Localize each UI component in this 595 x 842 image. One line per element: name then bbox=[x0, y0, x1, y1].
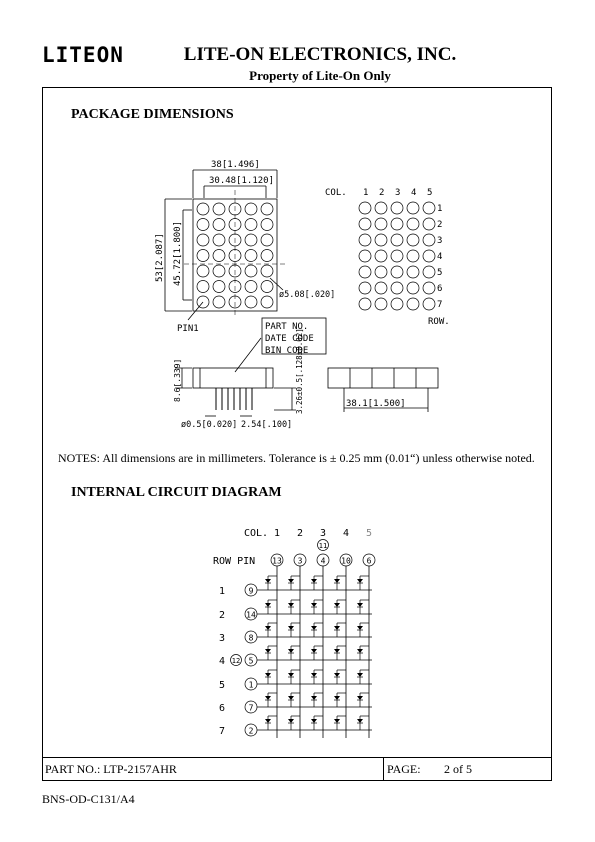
led-diode-icon bbox=[334, 576, 346, 590]
led-diode-icon bbox=[311, 716, 323, 730]
led-diode-icon bbox=[357, 646, 369, 660]
dim-width-inner: 30.48[1.120] bbox=[209, 176, 275, 186]
property-notice: Property of Lite-On Only bbox=[249, 68, 391, 83]
led-diode-icon bbox=[288, 623, 300, 637]
col-pin-number: 13 bbox=[272, 556, 282, 566]
row-number: 2 bbox=[437, 220, 443, 230]
led-diode-icon bbox=[357, 716, 369, 730]
column-number: 5 bbox=[427, 188, 433, 198]
led-diode-icon bbox=[311, 600, 323, 614]
led-diode-icon bbox=[311, 646, 323, 660]
row-number: 3 bbox=[437, 236, 443, 246]
row-pin-number: 1 bbox=[248, 680, 254, 690]
led-diode-icon bbox=[334, 600, 346, 614]
led-diode-icon bbox=[311, 576, 323, 590]
led-diode-icon bbox=[288, 693, 300, 707]
extra-col-pin: 11 bbox=[318, 542, 328, 550]
label-box-line-3: BIN CODE bbox=[265, 346, 309, 356]
logo-text: LITEON bbox=[42, 43, 124, 66]
circuit-col-number: 2 bbox=[297, 528, 304, 539]
dim-dot-diameter: ø5.08[.020] bbox=[279, 290, 336, 300]
col-pin-number: 6 bbox=[366, 556, 372, 566]
row-number: 5 bbox=[437, 268, 443, 278]
led-diode-icon bbox=[265, 716, 277, 730]
circuit-row-number: 5 bbox=[219, 680, 226, 691]
led-diode-icon bbox=[334, 693, 346, 707]
row-number: 6 bbox=[437, 284, 443, 294]
column-number: 2 bbox=[379, 188, 385, 198]
page-label: PAGE: bbox=[387, 762, 421, 776]
circuit-row-number: 3 bbox=[219, 633, 226, 644]
led-diode-icon bbox=[288, 600, 300, 614]
circuit-row-number: 1 bbox=[219, 586, 226, 597]
row-pin-number: 9 bbox=[248, 586, 254, 596]
col-pin-number: 4 bbox=[320, 556, 326, 566]
dim-width-outer: 38[1.496] bbox=[211, 160, 260, 170]
notes: NOTES: All dimensions are in millimeters. Tolerance is ± 0.25 mm (0.01“) unless otherwise noted. bbox=[58, 451, 535, 465]
circuit-col-number: 3 bbox=[320, 528, 327, 539]
dim-height-outer: 53[2.087] bbox=[155, 233, 165, 282]
document-code: BNS-OD-C131/A4 bbox=[42, 792, 135, 806]
label-box-line-1: PART NO. bbox=[265, 322, 309, 332]
circuit-diagram-title: INTERNAL CIRCUIT DIAGRAM bbox=[71, 485, 282, 500]
circuit-grid bbox=[257, 566, 372, 738]
led-diode-icon bbox=[265, 576, 277, 590]
col-label: COL. bbox=[325, 188, 347, 198]
row-number: 1 bbox=[437, 204, 443, 214]
led-diode-icon bbox=[265, 646, 277, 660]
led-diode-icon bbox=[311, 693, 323, 707]
circuit-col-number: 4 bbox=[343, 528, 350, 539]
extra-row-pin: 12 bbox=[231, 657, 241, 665]
led-diode-icon bbox=[288, 716, 300, 730]
package-dimensions-title: PACKAGE DIMENSIONS bbox=[71, 107, 234, 122]
row-pin-number: 7 bbox=[248, 703, 254, 713]
row-pin-number: 2 bbox=[248, 726, 254, 736]
pin1-label: PIN1 bbox=[177, 324, 199, 334]
company-name: LITE-ON ELECTRONICS, INC. bbox=[183, 44, 457, 65]
led-diode-icon bbox=[265, 623, 277, 637]
dim-height-inner: 45.72[1.800] bbox=[173, 220, 183, 286]
circuit-row-number: 4 bbox=[219, 656, 226, 667]
led-diode-icon bbox=[334, 646, 346, 660]
led-diode-icon bbox=[288, 576, 300, 590]
led-diode-icon bbox=[288, 646, 300, 660]
circuit-col-label: COL. bbox=[244, 528, 269, 539]
page-number: 2 of 5 bbox=[444, 762, 472, 776]
led-diode-icon bbox=[334, 716, 346, 730]
dim-pin-length: 3.26±0.5[.128±0.02] bbox=[295, 328, 304, 414]
label-box-line-2: DATE CODE bbox=[265, 334, 314, 344]
circuit-col-number: 5 bbox=[366, 528, 373, 539]
led-diode-icon bbox=[357, 576, 369, 590]
led-diode-icon bbox=[334, 623, 346, 637]
dim-pin-width: ø0.5[0.020] bbox=[181, 420, 238, 430]
dim-pin-row: 38.1[1.500] bbox=[346, 399, 406, 409]
part-number: PART NO.: LTP-2157AHR bbox=[45, 762, 177, 776]
row-pin-number: 5 bbox=[248, 656, 254, 666]
led-diode-icon bbox=[311, 670, 323, 684]
circuit-row-number: 7 bbox=[219, 726, 226, 737]
column-number: 3 bbox=[395, 188, 401, 198]
led-diode-icon bbox=[265, 600, 277, 614]
dim-thickness: 8.6[.339] bbox=[173, 358, 182, 402]
led-diode-icon bbox=[357, 623, 369, 637]
column-number: 1 bbox=[363, 188, 369, 198]
row-number: 7 bbox=[437, 300, 443, 310]
led-diode-icon bbox=[311, 623, 323, 637]
led-diode-icon bbox=[265, 693, 277, 707]
led-diode-icon bbox=[357, 670, 369, 684]
circuit-col-number: 1 bbox=[274, 528, 281, 539]
circuit-row-number: 2 bbox=[219, 610, 226, 621]
row-pin-number: 14 bbox=[246, 610, 256, 620]
led-diode-icon bbox=[357, 600, 369, 614]
led-diode-icon bbox=[357, 693, 369, 707]
dim-pin-pitch: 2.54[.100] bbox=[241, 420, 293, 430]
led-diode-icon bbox=[265, 670, 277, 684]
led-diode-icon bbox=[288, 670, 300, 684]
col-pin-number: 10 bbox=[341, 556, 351, 566]
circuit-row-number: 6 bbox=[219, 703, 226, 714]
circuit-row-pin-label: ROW PIN bbox=[213, 556, 256, 567]
led-diode-icon bbox=[334, 670, 346, 684]
row-label: ROW. bbox=[428, 317, 450, 327]
column-number: 4 bbox=[411, 188, 417, 198]
row-pin-number: 8 bbox=[248, 633, 254, 643]
col-pin-number: 3 bbox=[297, 556, 303, 566]
row-number: 4 bbox=[437, 252, 443, 262]
